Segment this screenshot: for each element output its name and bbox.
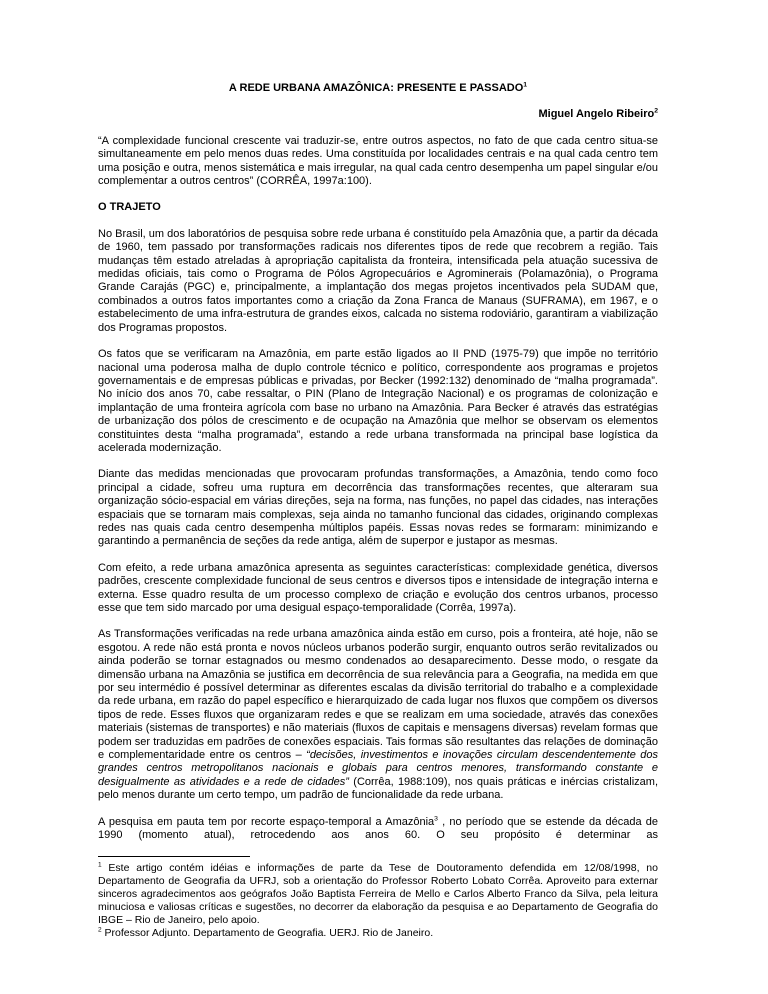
article-title — [98, 82, 658, 95]
section-heading: O TRAJETO — [98, 201, 161, 214]
text-segment: “A complexidade funcional crescente vai traduzir-se, entre outros aspectos, no fato de que cada centro situa-se simultaneamente em pelo menos duas redes. Uma constituída por localidades centrais e na qual cada centro tem uma posição e outra, menos sistemática e mais irregular, na qual cada centro desempenha um papel singular e/ou complementar a outros centros” (CORRÊA, 1997a:100). — [98, 134, 658, 188]
text-segment: A REDE URBANA AMAZÔNICA: PRESENTE E PASSADO — [228, 82, 524, 94]
text-segment: (Corrêa, 1988:109), nos quais práticas e inércias cristalizam, pelo menos durante um certo tempo, um padrão de funcionalidade da rede urbana. — [98, 775, 659, 802]
footnote-marker-superscript: 2 — [654, 107, 658, 115]
text-segment: “decisões, investimentos e inovações circulam descendentemente dos grandes centros metropolitanos nacionais e globais para centros menores, transformando constante e desigualmente as atividades e a rede de cidades” — [98, 749, 658, 788]
text-segment: No Brasil, um dos laboratórios de pesquisa sobre rede urbana é constituído pela Amazônia que, a partir da década de 1960, tem passado por transformações radicais nos diferentes tipos de rede que recobrem a região. Tais mudanças têm estado atreladas à apropriação capitalista da fronteira, intensificada pela atuação sucessiva de medidas oficiais, tais como o Programa de Pólos Agropecuários e Agrominerais (Polamazônia), o Programa Grande Carajás (PGC) e, principalmente, a implantação dos megas projetos incentivados pela SUDAM que, combinados a outros fatos importantes como a criação da Zona Franca de Manaus (SUFRAMA), em 1967, e o estabelecimento de uma infra-estrutura de grandes eixos, calcada no sistema rodoviário, garantiram a viabilização dos Programas propostos. — [98, 227, 658, 334]
footnote-1 — [98, 862, 658, 927]
body-paragraph-5 — [98, 628, 658, 802]
body-paragraph-3 — [98, 468, 658, 548]
epigraph-quote — [98, 135, 658, 189]
footnote-marker-superscript: 1 — [523, 81, 528, 89]
text-segment: Professor Adjunto. Departamento de Geografia. UERJ. Rio de Janeiro. — [101, 926, 434, 939]
body-paragraph-6 — [98, 816, 658, 843]
body-paragraph-1 — [98, 228, 658, 335]
body-paragraph-2 — [98, 348, 658, 455]
text-segment: Diante das medidas mencionadas que provocaram profundas transformações, a Amazônia, tendo como foco principal a cidade, sofreu uma ruptura em decorrência das transformações recentes, que alteraram sua organização sócio-espacial em várias direções, seja na forma, nas funções, no papel das cidades, nas interações espaciais que se tornaram mais complexas, seja ainda no tamanho funcional das cidades, originando complexas redes nas quais cada centro desempenha múltiplos papéis. Essas novas redes se formaram: minimizando e garantindo a permanência de seções da rede antiga, além de superpor e justapor as mesmas. — [98, 468, 658, 548]
text-segment: Os fatos que se verificaram na Amazônia, em parte estão ligados ao II PND (1975-79) que impõe no território nacional uma poderosa malha de duplo controle técnico e político, correspondente aos programas e projetos governamentais e de empresas públicas e privadas, por Becker (1992:132) denominado de “malha programada”. No início dos anos 70, cabe ressaltar, o PIN (Plano de Integração Nacional) e os programas de colonização e implantação de uma fronteira agrícola com base no urbano na Amazônia. Para Becker é através das estratégias de urbanização dos pólos de crescimento e de ocupação na Amazônia que melhor se observam os elementos constituintes desta “malha programada”, estando a rede urbana transformada na principal base logística da acelerada modernização. — [98, 348, 658, 454]
footnote-separator — [98, 856, 250, 857]
text-segment: Miguel Angelo Ribeiro — [538, 108, 655, 121]
text-segment: A pesquisa em pauta tem por recorte espaço-temporal a Amazônia — [98, 815, 435, 828]
text-segment: Este artigo contém idéias e informações de parte da Tese de Doutoramento defendida em 12/08/1998, no Departamento de Geografia da UFRJ, sob a orientação do Professor Roberto Lobato Corrêa. Aproveito para externar sinceros agradecimentos aos geógrafos João Baptista Ferreira de Mello e Carlos Alberto Franco da Silva, pela leitura minuciosa e valiosas críticas e sugestões, no decorrer da elaboração da pesquisa e ao Departamento de Geografia do IBGE – Rio de Janeiro, pelo apoio. — [98, 861, 658, 926]
footnote-marker-superscript: 3 — [434, 815, 438, 823]
text-segment: Com efeito, a rede urbana amazônica apresenta as seguintes características: complexidade genética, diversos padrões, crescente complexidade funcional de seus centros e diversos tipos e intensidade de integração interna e externa. Esse quadro resulta de um processo complexo de criação e evolução dos centros urbanos, processo esse que tem sido marcado por uma desigual espaço-temporalidade (Corrêa, 1997a). — [98, 561, 658, 614]
footnote-marker-superscript: 1 — [98, 861, 102, 868]
footnote-2 — [98, 927, 658, 940]
text-segment: As Transformações verificadas na rede urbana amazônica ainda estão em curso, pois a fronteira, até hoje, não se esgotou. A rede não está pronta e novos núcleos urbanos poderão surgir, enquanto outros serão revitalizados ou ainda poderão se tornar estagnados ou mesmo condenados ao desaparecimento. Desse modo, o resgate da dimensão urbana na Amazônia se justifica em decorrência de sua relevância para a Geografia, na medida em que por seu intermédio é possível determinar as diferentes escalas da divisão territorial do trabalho e a complexidade da rede urbana, em razão do papel específico e hierarquizado de cada lugar nos fluxos que compõem os diversos tipos de rede. Esses fluxos que organizaram redes e que se realizam em uma sociedade, através das conexões materiais (sistemas de transportes) e não materiais (fluxos de capitais e mensagens diversas) revelam formas que podem ser traduzidas em padrões de conexões espaciais. Tais formas são resultantes das relações de dominação e complementaridade entre os centros – — [98, 628, 658, 762]
footnote-marker-superscript: 2 — [98, 926, 102, 933]
text-segment: , no período que se estende da década de 1990 (momento atual), retrocedendo aos anos 60. O seu propósito é determinar as — [98, 815, 659, 842]
author-line — [98, 108, 658, 121]
body-paragraph-4 — [98, 562, 658, 616]
